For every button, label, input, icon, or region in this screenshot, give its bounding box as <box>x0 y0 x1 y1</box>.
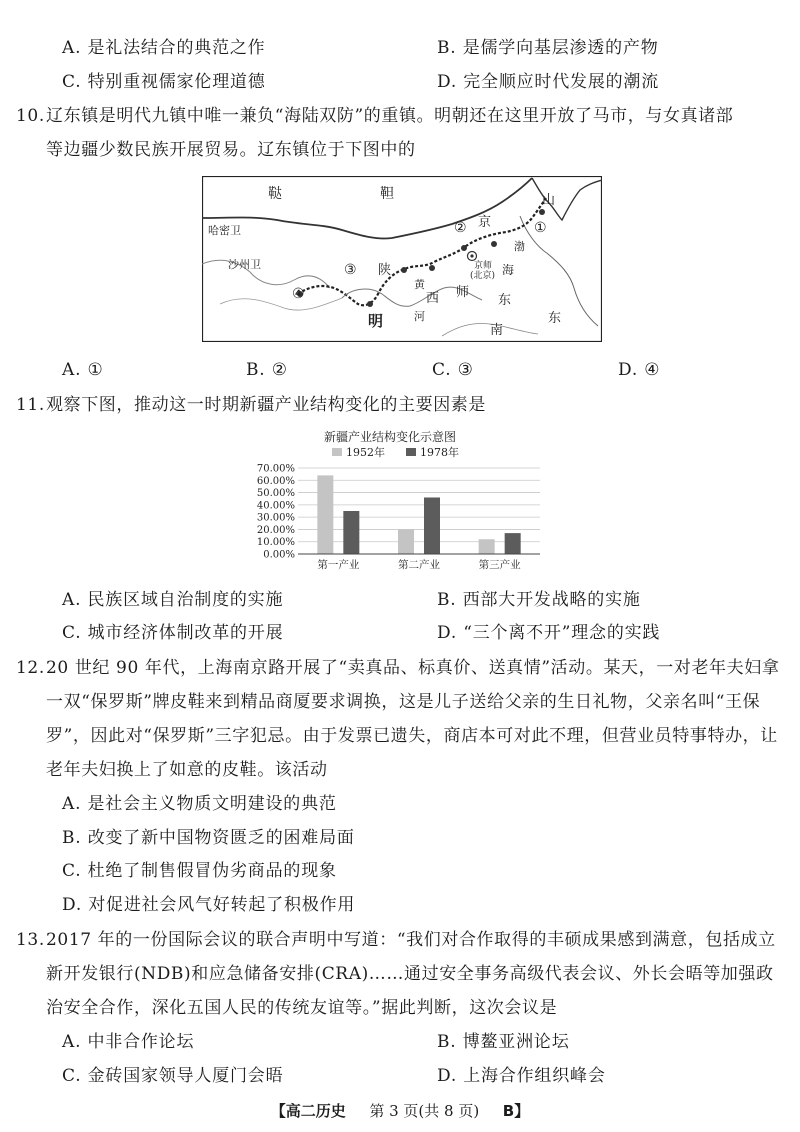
map-label-nan: 南 <box>490 323 504 338</box>
bar-1978-2 <box>424 497 440 554</box>
legend-label-1978: 1978年 <box>420 446 459 459</box>
q11-option-c: C. 城市经济体制改革的开展 <box>62 623 284 643</box>
q12-number: 12. <box>16 658 45 678</box>
map-town-dot <box>367 301 373 307</box>
legend-swatch-1978 <box>406 448 416 456</box>
q12-option-a: A. 是社会主义物质文明建设的典范 <box>62 794 337 814</box>
map-marker-1: ① <box>534 220 547 236</box>
q11-stem: 观察下图，推动这一时期新疆产业结构变化的主要因素是 <box>46 395 486 415</box>
q11-option-d: D. “三个离不开”理念的实践 <box>437 623 661 643</box>
q12-option-d: D. 对促进社会风气好转起了积极作用 <box>62 895 356 915</box>
footer-version: B】 <box>502 1102 530 1120</box>
bar-1952-1 <box>317 475 333 554</box>
bar-1978-3 <box>505 533 521 554</box>
bar-1952-3 <box>479 539 495 554</box>
y-tick-label: 60.00% <box>256 475 295 487</box>
y-tick-label: 70.00% <box>256 463 295 475</box>
q12-stem: 20 世纪 90 年代，上海南京路开展了“卖真品、标真价、送真情”活动。某天，一对老年夫妇拿一双“保罗斯”牌皮鞋来到精品商厦要求调换，这是儿子送给父亲的生日礼物，父亲名叫“王保罗”，因此对“保罗斯”三字犯忌。由于发票已遗失，商店本可对此不理，但营业员特事特办，让老年夫妇换上了如意的皮鞋。该活动 <box>46 658 780 780</box>
map-marker-4: ④ <box>292 286 305 302</box>
x-category-label: 第二产业 <box>398 559 440 571</box>
q9-option-a: A. 是礼法结合的典范之作 <box>62 38 266 58</box>
map-label-shazhouwei: 沙州卫 <box>228 258 261 271</box>
q12-option-b: B. 改变了新中国物资匮乏的困难局面 <box>62 828 355 848</box>
legend-swatch-1952 <box>332 448 342 456</box>
map-label-shaan: 陕 <box>378 263 392 278</box>
q13-option-b: B. 博鳌亚洲论坛 <box>437 1032 570 1052</box>
map-town-dot <box>429 265 435 271</box>
map-label-jingshi: 京师 <box>474 261 493 271</box>
page-footer <box>0 1100 800 1122</box>
ming-dynasty-map <box>202 176 602 342</box>
map-town-dot <box>491 241 497 247</box>
footer-subject: 【高二历史 <box>270 1102 346 1120</box>
map-label-shi: 师 <box>456 285 470 300</box>
map-label-dong2: 东 <box>548 311 562 326</box>
y-tick-label: 40.00% <box>256 500 295 512</box>
q13-stem: 2017 年的一份国际会议的联合声明中写道：“我们对合作取得的丰硕成果感到满意，包括成立新开发银行(NDB)和应急储备安排(CRA)……通过安全事务高级代表会议、外长会晤等加强政治安全合作，深化五国人民的传统友谊等。”据此判断，这次会议是 <box>46 930 776 1018</box>
map-label-shan: 山 <box>542 193 556 208</box>
map-marker-3: ③ <box>344 262 357 278</box>
legend-label-1952: 1952年 <box>346 446 385 459</box>
map-label-huang: 黄 <box>414 278 425 291</box>
map-label-da: 鞑 <box>268 186 282 202</box>
map-town-dot <box>539 209 545 215</box>
q13-option-d: D. 上海合作组织峰会 <box>437 1066 606 1086</box>
map-label-xi: 西 <box>426 291 440 306</box>
x-category-label: 第一产业 <box>317 559 360 571</box>
chart-title: 新疆产业结构变化示意图 <box>323 430 457 444</box>
map-label-hamiwei: 哈密卫 <box>208 224 241 237</box>
map-label-bo: 渤 <box>514 240 525 253</box>
map-label-dan: 靼 <box>380 186 394 202</box>
q10-stem-line2: 等边疆少数民族开展贸易。辽东镇位于下图中的 <box>46 140 416 160</box>
q13-option-a: A. 中非合作论坛 <box>62 1032 195 1052</box>
y-tick-label: 50.00% <box>256 488 295 500</box>
bar-1978-1 <box>343 511 359 554</box>
q10-option-a: A. ① <box>62 360 104 380</box>
q10-number: 10. <box>16 106 45 126</box>
map-town-dot <box>401 267 407 273</box>
chart-plot-area <box>257 464 540 572</box>
q10-stem-line1: 辽东镇是明代九镇中唯一兼负“海陆双防”的重镇。明朝还在这里开放了马市，与女真诸部 <box>46 106 734 126</box>
q12-option-c: C. 杜绝了制售假冒伪劣商品的现象 <box>62 861 337 881</box>
map-label-he: 河 <box>414 310 425 323</box>
q9-option-c: C. 特别重视儒家伦理道德 <box>62 72 266 92</box>
map-label-ming: 明 <box>368 312 384 330</box>
map-label-dong: 东 <box>498 293 512 308</box>
q11-option-b: B. 西部大开发战略的实施 <box>437 590 641 610</box>
q9-option-d: D. 完全顺应时代发展的潮流 <box>437 72 660 92</box>
xinjiang-industry-chart <box>250 424 550 580</box>
bar-1952-2 <box>398 529 414 554</box>
capital-marker-dot <box>470 254 473 257</box>
map-label-beijing: (北京) <box>470 271 496 281</box>
y-tick-label: 10.00% <box>256 537 295 549</box>
x-category-label: 第三产业 <box>478 559 521 571</box>
q10-option-c: C. ③ <box>432 360 474 380</box>
q13-number: 13. <box>16 930 45 950</box>
q11-number: 11. <box>16 395 45 415</box>
q10-option-d: D. ④ <box>618 360 661 380</box>
y-tick-label: 0.00% <box>263 549 295 561</box>
map-marker-2: ② <box>454 220 467 236</box>
map-label-hai: 海 <box>502 263 515 277</box>
y-tick-label: 30.00% <box>256 512 295 524</box>
q10-option-b: B. ② <box>246 360 288 380</box>
y-tick-label: 20.00% <box>256 524 295 536</box>
map-label-jing: 京 <box>478 215 492 230</box>
footer-page-number: 第 3 页(共 8 页) <box>369 1102 480 1120</box>
q9-option-b: B. 是儒学向基层渗透的产物 <box>437 38 659 58</box>
map-town-dot <box>461 245 467 251</box>
q11-option-a: A. 民族区域自治制度的实施 <box>62 590 284 610</box>
q13-option-c: C. 金砖国家领导人厦门会晤 <box>62 1066 284 1086</box>
